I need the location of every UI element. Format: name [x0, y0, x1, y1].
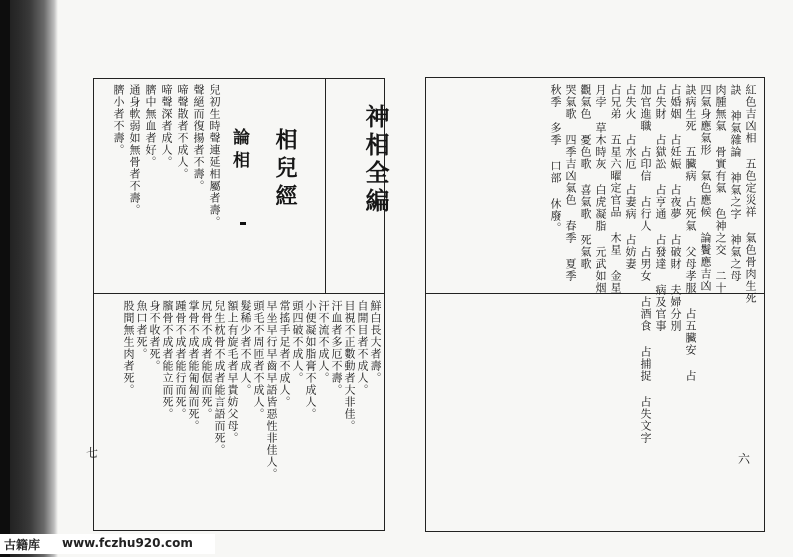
- chapter-title: 相兒經: [272, 128, 298, 212]
- watermark-url: www.fczhu920.com: [62, 536, 193, 550]
- right-page-number: 六: [738, 452, 751, 466]
- left-page-divider: [93, 293, 385, 294]
- intro-line: 臍中無血者好。: [144, 84, 157, 168]
- body-line: 目視不正數動者大非佳。: [343, 300, 356, 432]
- section-heading: 論相: [229, 128, 249, 174]
- body-line: 頭毛不周匝者不成人。: [252, 300, 265, 420]
- body-line: 頭四破不成人。: [291, 300, 304, 384]
- body-line: 髮稀少者不成人。: [239, 300, 252, 396]
- body-line: 兒生枕骨不成者能言語而死。: [213, 300, 226, 456]
- toc-column: 訣 神氣雜論 神氣之字 神氣之母: [729, 84, 742, 282]
- book-edge: [0, 0, 10, 557]
- intro-line: 兒初生時聲連延相屬者壽。: [208, 84, 221, 228]
- toc-column: 訣病生死 五臟病 占死氣 父母孝服 占五臟安 占: [684, 84, 697, 382]
- body-line: 身不收者死。: [148, 300, 161, 372]
- body-line: 魚口者死。: [135, 300, 148, 360]
- toc-column: 加官進職 占印信 占行人 占男女 占酒食 占捕捉 占失文字: [639, 84, 652, 444]
- toc-column: 觀氣色 憂色歌 喜氣歌 死氣歌: [579, 84, 592, 270]
- toc-column: 占婚姻 占妊娠 占夜夢 占破財 夫婦分別: [669, 84, 682, 332]
- watermark-site-name: 古籍库: [4, 538, 41, 552]
- body-line: 小便凝如脂膏不成人。: [304, 300, 317, 420]
- body-line: 汗不流不成人。: [317, 300, 330, 384]
- toc-column: 占兄弟 五星六曜定官品 木星 金星: [609, 84, 622, 294]
- body-line: 汗血者多厄不壽。: [330, 300, 343, 396]
- body-line: 自開目者不成人。: [356, 300, 369, 396]
- book-title: 神相全編: [361, 104, 390, 216]
- intro-line: 通身軟弱如無骨者不壽。: [128, 84, 141, 216]
- body-line: 掌骨不成者能匍匐而死。: [187, 300, 200, 432]
- toc-column: 四氣身應氣形 氣色應候 論鬢應吉凶: [699, 84, 712, 292]
- body-line: 臏骨不成者能立而死。: [161, 300, 174, 420]
- body-line: 股間無生肉者死。: [122, 300, 135, 396]
- toc-column: 秋季 多季 口部 休廢。: [549, 84, 562, 234]
- toc-column: 占失財 占獄訟 占亨通 占發達 病及官事: [654, 84, 667, 332]
- toc-column: 占失火 占水厄 占妻病 占妨妻: [624, 84, 637, 270]
- bullet-mark: [240, 222, 246, 225]
- body-line: 鮮白長大者壽。: [369, 300, 382, 384]
- toc-column: 紅色吉凶相 五色定災祥 氣色骨肉生死: [744, 84, 757, 304]
- body-line: 額上有旋毛者早貴妨父母。: [226, 300, 239, 444]
- left-page-number: 七: [86, 446, 99, 460]
- watermark-bar: [0, 534, 215, 554]
- body-line: 尻骨不成者能倨而死。: [200, 300, 213, 420]
- toc-column: 肉腫無氣 骨實有氣 色神之交 二十: [714, 84, 727, 294]
- body-line: 早坐早行早齒早語皆惡性非佳人。: [265, 300, 278, 480]
- toc-column: 哭氣歌 四季吉凶氣色 春季 夏季: [564, 84, 577, 282]
- intro-line: 聲絕而復揚者不壽。: [192, 84, 205, 192]
- intro-line: 臍小者不壽。: [112, 84, 125, 156]
- body-line: 常搖手足者不成人。: [278, 300, 291, 408]
- intro-line: 啼聲深者成人。: [160, 84, 173, 168]
- body-line: 踵骨不成者能行而死。: [174, 300, 187, 420]
- intro-line: 啼聲散者不成人。: [176, 84, 189, 180]
- toc-column: 月孛 草木時灰 白虎凝脂 元武如烟: [594, 84, 607, 294]
